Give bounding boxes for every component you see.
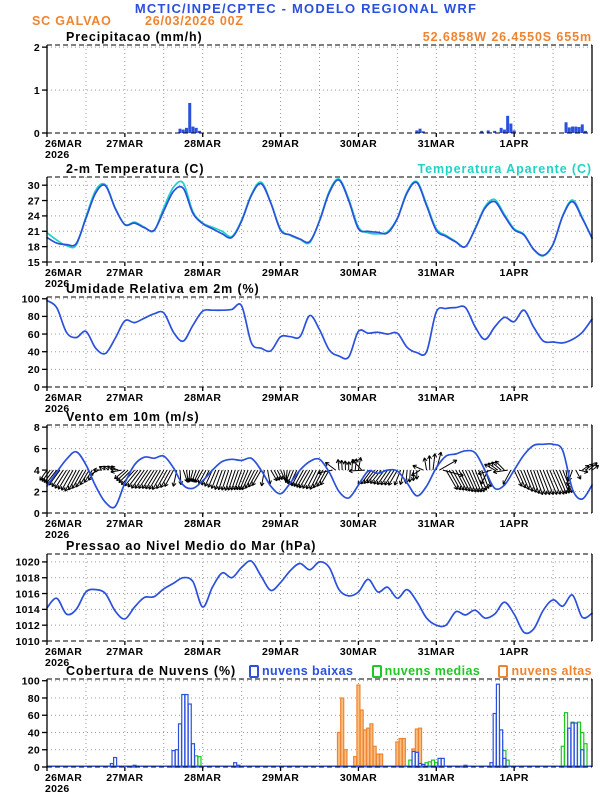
svg-text:1010: 1010 — [15, 635, 40, 648]
svg-text:27MAR: 27MAR — [106, 518, 144, 530]
svg-text:30MAR: 30MAR — [339, 267, 377, 279]
svg-text:26MAR: 26MAR — [45, 392, 83, 404]
svg-text:30: 30 — [27, 179, 40, 192]
svg-text:1APR: 1APR — [499, 392, 529, 404]
legend-nuvens-baixas: nuvens baixas — [249, 664, 353, 678]
svg-text:2026: 2026 — [45, 149, 70, 161]
panel-precipitacao — [34, 42, 592, 161]
panel-title-vento: Vento em 10m (m/s) — [66, 410, 200, 424]
legend-nuvens-medias: nuvens medias — [372, 664, 481, 678]
nuvens-altas-swatch-icon — [498, 665, 508, 678]
svg-text:28MAR: 28MAR — [184, 267, 222, 279]
svg-text:24: 24 — [27, 210, 40, 223]
svg-text:6: 6 — [33, 443, 40, 456]
svg-text:27: 27 — [27, 195, 40, 208]
panel-temperatura — [28, 177, 592, 290]
svg-text:40: 40 — [27, 727, 40, 740]
svg-text:29MAR: 29MAR — [262, 138, 300, 150]
svg-text:0: 0 — [33, 127, 40, 140]
legend-nuvens-altas: nuvens altas — [498, 664, 592, 678]
svg-text:4: 4 — [33, 464, 40, 477]
svg-text:1020: 1020 — [15, 556, 40, 569]
svg-text:30MAR: 30MAR — [339, 518, 377, 530]
svg-text:29MAR: 29MAR — [262, 518, 300, 530]
cloud-legend — [249, 664, 592, 678]
svg-text:1012: 1012 — [15, 619, 40, 632]
svg-text:28MAR: 28MAR — [184, 772, 222, 784]
svg-text:29MAR: 29MAR — [262, 267, 300, 279]
svg-text:1APR: 1APR — [499, 772, 529, 784]
svg-text:26MAR: 26MAR — [45, 138, 83, 150]
svg-text:28MAR: 28MAR — [184, 138, 222, 150]
nuvens-baixas-swatch-icon — [249, 665, 259, 678]
svg-text:31MAR: 31MAR — [417, 772, 455, 784]
svg-text:2026: 2026 — [45, 278, 70, 290]
svg-text:80: 80 — [27, 311, 40, 324]
svg-text:20: 20 — [27, 744, 40, 757]
svg-text:1: 1 — [33, 84, 40, 97]
svg-text:29MAR: 29MAR — [262, 646, 300, 658]
svg-text:0: 0 — [33, 507, 40, 520]
svg-text:20: 20 — [27, 364, 40, 377]
svg-text:21: 21 — [27, 226, 40, 239]
panel-title-nuvens: Cobertura de Nuvens (%) — [66, 664, 237, 678]
temperatura-aparente-label: Temperatura Aparente (C) — [417, 162, 592, 176]
panel-pressao — [15, 554, 592, 669]
svg-text:27MAR: 27MAR — [106, 138, 144, 150]
panel-title-temperatura: 2-m Temperatura (C) — [66, 162, 205, 176]
svg-text:26MAR: 26MAR — [45, 646, 83, 658]
svg-text:31MAR: 31MAR — [417, 138, 455, 150]
svg-text:0: 0 — [33, 381, 40, 394]
nuvens-medias-swatch-icon — [372, 665, 382, 678]
svg-text:2: 2 — [33, 41, 40, 54]
svg-text:100: 100 — [21, 675, 40, 688]
svg-text:2026: 2026 — [45, 529, 70, 541]
svg-text:18: 18 — [27, 241, 40, 254]
svg-text:40: 40 — [27, 346, 40, 359]
svg-text:27MAR: 27MAR — [106, 772, 144, 784]
svg-text:1APR: 1APR — [499, 646, 529, 658]
svg-text:1APR: 1APR — [499, 518, 529, 530]
model-run-datetime: 26/03/2026 00Z — [145, 14, 244, 28]
svg-text:100: 100 — [21, 293, 40, 306]
svg-text:60: 60 — [27, 328, 40, 341]
svg-text:2: 2 — [33, 486, 40, 499]
svg-text:1014: 1014 — [15, 604, 40, 617]
panel-vento — [34, 422, 599, 541]
svg-text:26MAR: 26MAR — [45, 518, 83, 530]
panel-title-umidade: Umidade Relativa em 2m (%) — [66, 282, 260, 296]
svg-text:30MAR: 30MAR — [339, 392, 377, 404]
svg-text:26MAR: 26MAR — [45, 772, 83, 784]
svg-text:80: 80 — [27, 692, 40, 705]
svg-text:0: 0 — [33, 761, 40, 774]
svg-text:30MAR: 30MAR — [339, 772, 377, 784]
svg-text:27MAR: 27MAR — [106, 646, 144, 658]
svg-text:31MAR: 31MAR — [417, 267, 455, 279]
svg-text:28MAR: 28MAR — [184, 518, 222, 530]
svg-text:2026: 2026 — [45, 403, 70, 415]
svg-text:29MAR: 29MAR — [262, 392, 300, 404]
panel-umidade — [22, 294, 592, 415]
station-name: SC GALVAO — [32, 14, 112, 28]
panel-title-precipitacao: Precipitacao (mm/h) — [66, 30, 203, 44]
svg-text:30MAR: 30MAR — [339, 646, 377, 658]
svg-text:27MAR: 27MAR — [106, 392, 144, 404]
svg-text:26MAR: 26MAR — [45, 267, 83, 279]
svg-text:31MAR: 31MAR — [417, 646, 455, 658]
svg-text:31MAR: 31MAR — [417, 392, 455, 404]
svg-text:27MAR: 27MAR — [106, 267, 144, 279]
svg-text:28MAR: 28MAR — [184, 646, 222, 658]
panel-title-pressao: Pressao ao Nivel Medio do Mar (hPa) — [66, 539, 317, 553]
page-title: MCTIC/INPE/CPTEC - MODELO REGIONAL WRF — [134, 1, 478, 16]
panel-nuvens — [22, 676, 592, 792]
svg-text:2026: 2026 — [45, 783, 70, 792]
svg-text:30MAR: 30MAR — [339, 138, 377, 150]
svg-text:60: 60 — [27, 710, 40, 723]
svg-text:1018: 1018 — [15, 572, 40, 585]
svg-text:1016: 1016 — [15, 588, 40, 601]
svg-text:29MAR: 29MAR — [262, 772, 300, 784]
svg-text:8: 8 — [33, 421, 40, 434]
svg-text:1APR: 1APR — [499, 267, 529, 279]
svg-text:28MAR: 28MAR — [184, 392, 222, 404]
svg-text:1APR: 1APR — [499, 138, 529, 150]
location-coordinates-label: 52.6858W 26.4550S 655m — [422, 30, 592, 44]
svg-text:2026: 2026 — [45, 657, 70, 669]
svg-text:15: 15 — [27, 256, 40, 269]
svg-text:31MAR: 31MAR — [417, 518, 455, 530]
